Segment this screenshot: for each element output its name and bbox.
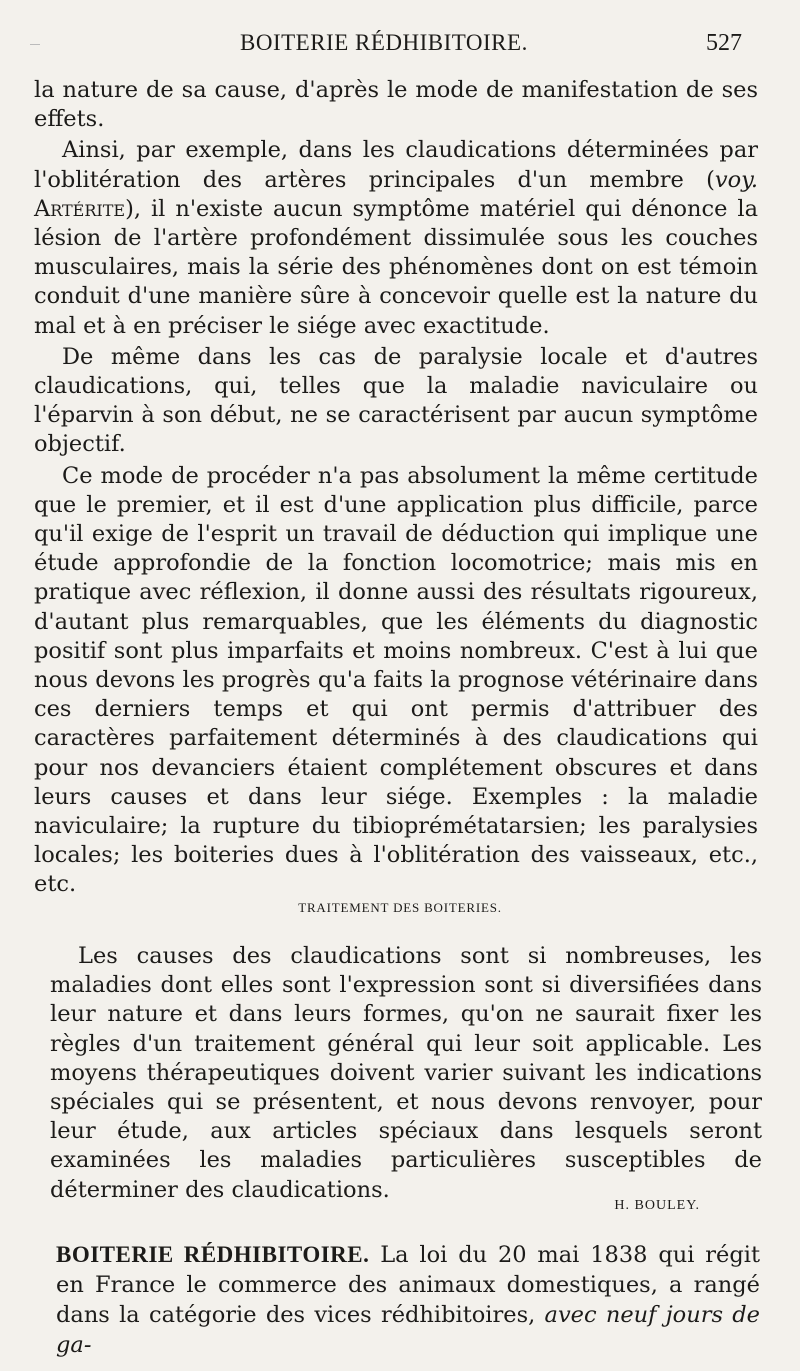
dictionary-entry <box>56 1240 760 1360</box>
section-heading: TRAITEMENT DES BOITERIES. <box>298 900 502 915</box>
cross-reference: Artérite <box>34 195 126 222</box>
section-paragraph: Les causes des claudications sont si nombreuses, les maladies dont elles sont l'expression sont si diversifiées dans leur nature et dans leurs formes, qu'on ne saurait fixer les règles d'un traitement général qui leur soit applicable. Les moyens thérapeutiques doivent varier suivant les indications spéciales qui se présentent, et nous devons renvoyer, pour leur étude, aux articles spéciaux dans lesquels seront examinées les maladies particulières susceptibles de déterminer des claudications. <box>50 943 762 1203</box>
paragraph-1: la nature de sa cause, d'après le mode de manifestation de ses effets. <box>34 77 758 133</box>
entry-italic-tail: avec neuf jours de ga- <box>56 1302 760 1358</box>
page-header <box>0 30 800 62</box>
running-title: BOITERIE RÉDHIBITOIRE. <box>240 30 528 55</box>
entry-heading: BOITERIE RÉDHIBITOIRE. <box>56 1242 370 1267</box>
margin-mark <box>30 44 40 45</box>
paragraph-2-end: ), il n'existe aucun symptôme matériel qui dénonce la lésion de l'artère profondément dissimulée sous les couches musculaires, mais la série des phénomènes dont on est témoin conduit d'une manière sûre à concevoir quelle est la nature du mal et à en préciser le siége avec exactitude. <box>34 195 758 339</box>
paragraph-3: De même dans les cas de paralysie locale et d'autres claudications, qui, telles que la maladie naviculaire ou l'éparvin à son début, ne se caractérisent par aucun symptôme objectif. <box>34 343 758 458</box>
page-number: 527 <box>706 30 742 56</box>
paragraph-2-start: Ainsi, par exemple, dans les claudications déterminées par l'oblitération des artères principales d'un membre ( <box>34 137 758 193</box>
entry-text: La loi du 20 mai 1838 qui régit en France le commerce des animaux domestiques, a rangé dans la catégorie des vices rédhibitoires, <box>56 1242 760 1328</box>
paragraph-2 <box>34 136 758 340</box>
section-body <box>50 942 762 1205</box>
author-signature: H. BOULEY. <box>614 1198 700 1213</box>
paragraph-4: Ce mode de procéder n'a pas absolument la même certitude que le premier, et il est d'une application plus difficile, parce qu'il exige de l'esprit un travail de déduction qui implique une étude approfondie de la fonction locomotrice; mais mis en pratique avec réflexion, il donne aussi des résultats rigoureux, d'autant plus remarquables, que les éléments du diagnostic positif sont plus imparfaits et moins nombreux. C'est à lui que nous devons les progrès qu'a faits la prognose vétérinaire dans ces derniers temps et qui ont permis d'attribuer des caractères parfaitement déterminés à des claudications qui pour nos devanciers étaient complétement obscures et dans leurs causes et dans leur siége. Exemples : la maladie naviculaire; la rupture du tibioprémétatarsien; les paralysies locales; les boiteries dues à l'oblitération des vaisseaux, etc., etc. <box>34 462 758 898</box>
voy-abbrev: voy. <box>714 166 758 193</box>
body-text <box>34 76 758 900</box>
